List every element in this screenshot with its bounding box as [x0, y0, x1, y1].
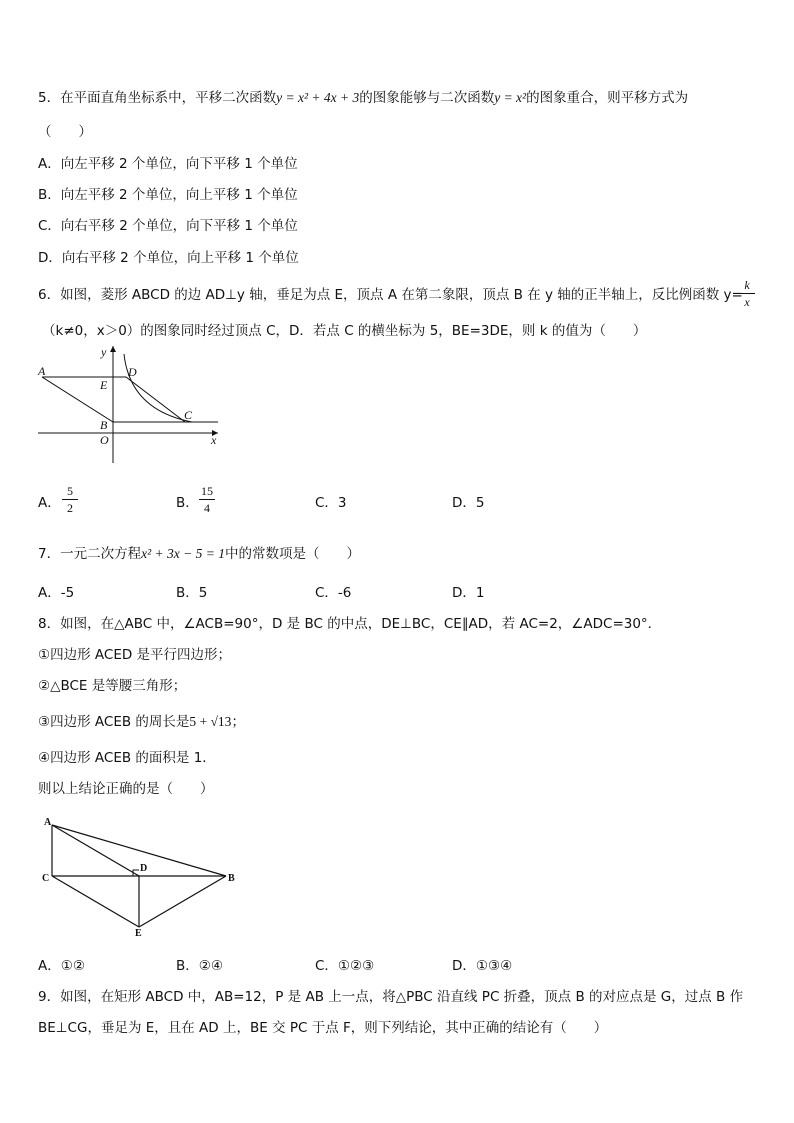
q5-stem: [38, 89, 688, 107]
q8-conclusion-3: [38, 713, 245, 731]
segment-ad: [52, 825, 139, 876]
q6-option-b-den: 4: [204, 501, 210, 515]
q8-c3-math: 5 + √13: [189, 714, 232, 729]
segment-eb: [139, 876, 226, 927]
q6-option-d: D．5: [452, 495, 485, 511]
q7-option-b: B．5: [176, 585, 208, 601]
q6-option-c: C．3: [315, 495, 347, 511]
fraction-bar: [62, 499, 78, 500]
fraction-bar: [199, 499, 215, 500]
q6-line2: （k≠0，x＞0）的图象同时经过顶点 C，D．若点 C 的横坐标为 5，BE=3DE，则 k 的值为（ ）: [42, 323, 647, 339]
q7-suffix: 中的常数项是（ ）: [224, 546, 360, 562]
q9-line2: BE⊥CG，垂足为 E，且在 AD 上，BE 交 PC 于点 F，则下列结论，其中正确的结论有（ ）: [38, 1020, 608, 1036]
q6-line1: 6．如图，菱形 ABCD 的边 AD⊥y 轴，垂足为点 E，顶点 A 在第二象限，顶点 B 在 y 轴的正半轴上，反比例函数 y=: [38, 287, 743, 303]
fig6-label-y: y: [101, 345, 107, 359]
q8-c3-prefix: ③四边形 ACEB 的周长是: [38, 714, 190, 730]
q7-equation: x² + 3x − 5 = 1: [141, 546, 225, 561]
q6-option-a-den: 2: [67, 501, 73, 515]
fig8-label-b: B: [228, 873, 235, 884]
fig6-label-d: D: [128, 365, 137, 379]
segment-ab: [52, 825, 226, 876]
q6-fraction: [739, 278, 755, 309]
q8-conclusion-2: ②△BCE 是等腰三角形；: [38, 678, 187, 694]
fig6-label-c: C: [184, 408, 193, 422]
q5-option-b: B．向左平移 2 个单位，向上平移 1 个单位: [38, 187, 298, 203]
q8-conclusion-4: ④四边形 ACEB 的面积是 1．: [38, 750, 216, 766]
q8-stem: 8．如图，在△ABC 中，∠ACB=90°，D 是 BC 的中点，DE⊥BC，CE∥AD，若 AC=2，∠ADC=30°．: [38, 616, 662, 632]
q8-option-d: D．①③④: [452, 958, 513, 974]
fig6-label-o: O: [100, 433, 109, 447]
q7-option-d: D．1: [452, 585, 485, 601]
q8-figure: [38, 815, 248, 940]
q8-conclusion-1: ①四边形 ACED 是平行四边形；: [38, 647, 232, 663]
fig6-label-a: A: [38, 364, 46, 378]
q5-option-d: D．向右平移 2 个单位，向上平移 1 个单位: [38, 250, 299, 266]
q6-figure: [30, 340, 230, 465]
fig6-label-e: E: [100, 378, 108, 392]
y-axis-arrow-icon: [110, 346, 116, 352]
fig8-label-e: E: [135, 928, 142, 939]
q6-option-b-num: 15: [201, 484, 213, 498]
q6-option-a-num: 5: [67, 484, 73, 498]
q8-option-b: B．②④: [176, 958, 223, 974]
q5-func2: y = x²: [494, 90, 527, 105]
q8-option-a: A．①②: [38, 958, 85, 974]
q6-option-a-label: A．: [38, 495, 61, 511]
q6-option-b-label: B．: [176, 495, 199, 511]
q5-blank: （ ）: [38, 124, 92, 140]
q5-prefix: 5．在平面直角坐标系中，平移二次函数: [38, 90, 277, 106]
q8-option-c: C．①②③: [315, 958, 375, 974]
q6-frac-num: k: [744, 278, 750, 292]
q8-ask: 则以上结论正确的是（ ）: [38, 781, 214, 797]
q7-option-a: A．-5: [38, 585, 75, 601]
fig6-label-x: x: [211, 433, 217, 447]
q5-func1: y = x² + 4x + 3: [276, 90, 360, 105]
fig8-label-d: D: [140, 863, 148, 874]
q5-suffix: 的图象重合，则平移方式为: [526, 90, 689, 106]
q5-option-a: A．向左平移 2 个单位，向下平移 1 个单位: [38, 156, 298, 172]
q8-c3-suffix: ；: [231, 714, 245, 730]
q7-stem: [38, 545, 360, 563]
fraction-bar: [739, 293, 755, 294]
segment-ce: [52, 876, 139, 927]
q6-option-b-fraction: [199, 484, 215, 515]
q6-option-a-fraction: [62, 484, 78, 515]
q9-line1: 9．如图，在矩形 ABCD 中，AB=12，P 是 AB 上一点，将△PBC 沿直线 PC 折叠，顶点 B 的对应点是 G，过点 B 作: [38, 989, 744, 1005]
fig6-label-b: B: [100, 418, 108, 432]
q5-mid: 的图象能够与二次函数: [359, 90, 495, 106]
fig8-label-c: C: [42, 873, 50, 884]
q7-option-c: C．-6: [315, 585, 352, 601]
q5-option-c: C．向右平移 2 个单位，向下平移 1 个单位: [38, 218, 298, 234]
q7-prefix: 7．一元二次方程: [38, 546, 142, 562]
fig8-label-a: A: [44, 817, 52, 828]
q6-frac-den: x: [744, 295, 750, 309]
